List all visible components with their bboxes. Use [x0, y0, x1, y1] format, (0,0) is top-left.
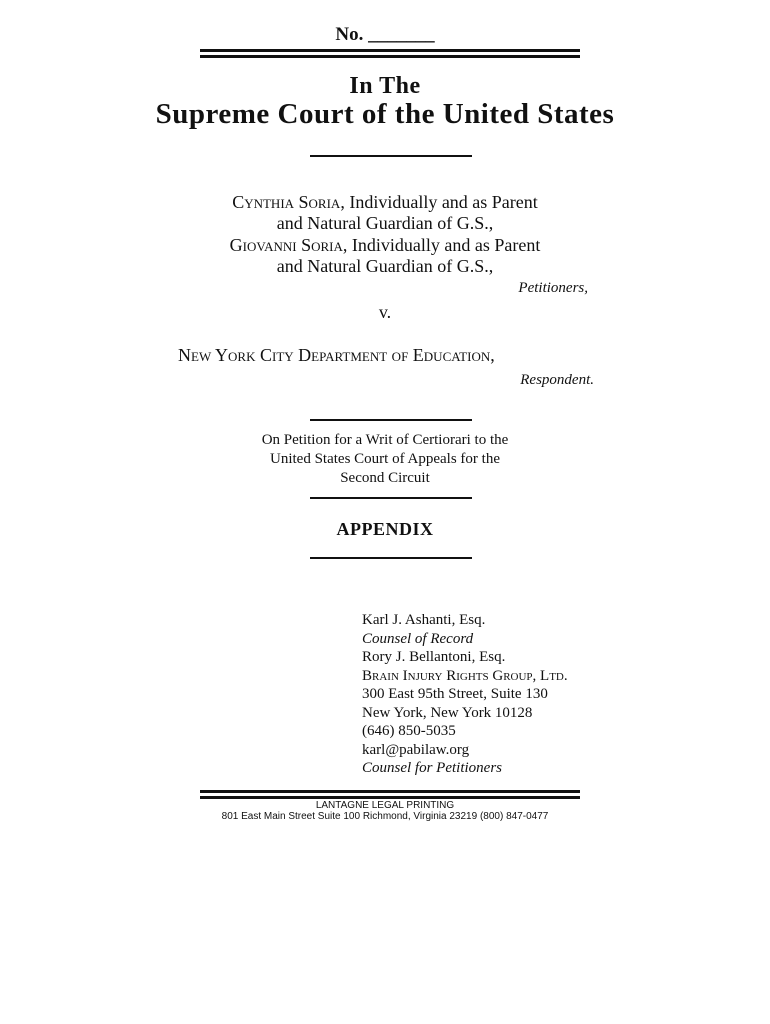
appendix-heading: APPENDIX	[336, 519, 434, 539]
counsel-block	[362, 611, 568, 778]
petitioner-2-line	[0, 235, 770, 256]
double-rule-bottom	[200, 790, 580, 799]
petitioner-1-desc: , Individually and as Parent	[340, 192, 538, 212]
petitioner-1-name: Cynthia Soria	[232, 192, 341, 212]
certiorari-line-3: Second Circuit	[340, 470, 430, 486]
double-rule-top	[200, 49, 580, 58]
versus: v.	[378, 302, 392, 322]
rule-1	[310, 155, 472, 157]
attorney-2: Rory J. Bellantoni, Esq.	[362, 649, 506, 665]
rule-4	[310, 557, 472, 559]
petitioner-1-line	[0, 192, 770, 213]
counsel-of-record: Counsel of Record	[362, 630, 474, 647]
petitioner-2-guardian: and Natural Guardian of G.S.,	[276, 256, 494, 276]
law-firm: Brain Injury Rights Group, Ltd.	[362, 667, 568, 684]
petitioner-1-guardian: and Natural Guardian of G.S.,	[276, 213, 494, 233]
certiorari-line-1: On Petition for a Writ of Certiorari to the	[261, 432, 509, 448]
printer-name: LANTAGNE LEGAL PRINTING	[315, 800, 455, 811]
petitioners-role: Petitioners,	[518, 280, 588, 296]
phone-number: (646) 850-5035	[362, 723, 456, 739]
rule-2	[310, 419, 472, 421]
certiorari-block	[0, 431, 770, 488]
email-address: karl@pabilaw.org	[362, 741, 470, 758]
certiorari-line-2: United States Court of Appeals for the	[270, 451, 500, 467]
rule-3	[310, 497, 472, 499]
respondent-role: Respondent.	[520, 372, 594, 388]
court-name: Supreme Court of the United States	[155, 98, 615, 130]
address-line-1: 300 East 95th Street, Suite 130	[362, 686, 548, 702]
petitioner-2-name: Giovanni Soria	[229, 235, 343, 255]
court-intro: In The	[349, 73, 421, 99]
attorney-1: Karl J. Ashanti, Esq.	[362, 612, 486, 628]
docket-number: No. _______	[335, 24, 435, 45]
printer-address: 801 East Main Street Suite 100 Richmond, Virginia 23219 (800) 847-0477	[221, 811, 549, 822]
respondent-name: New York City Department of Education,	[178, 345, 495, 365]
counsel-for-petitioners: Counsel for Petitioners	[362, 760, 502, 776]
petitioner-2-desc: , Individually and as Parent	[342, 235, 541, 255]
address-line-2: New York, New York 10128	[362, 704, 533, 721]
